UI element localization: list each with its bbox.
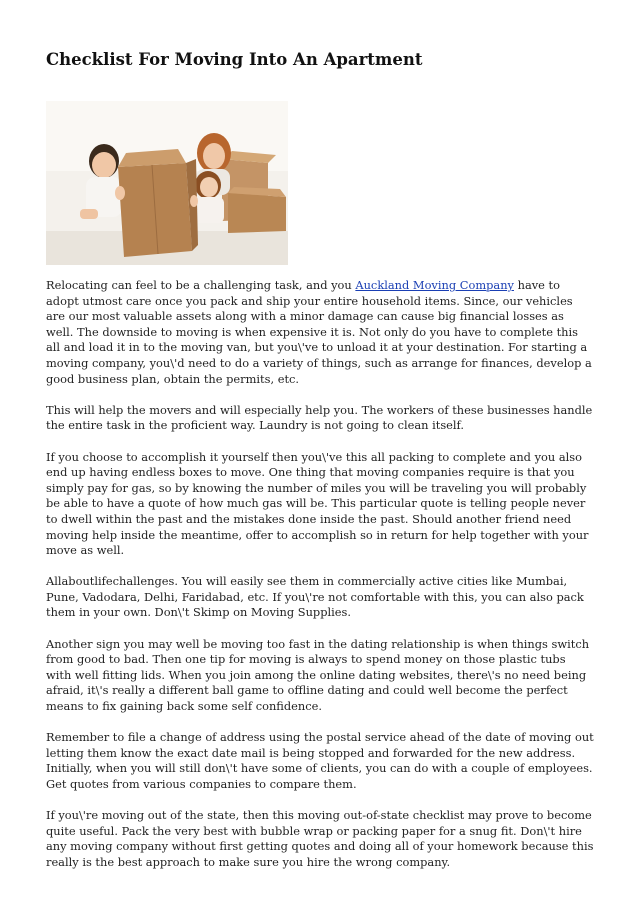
- paragraph-3: If you choose to accomplish it yourself then you\'ve this all packing to complete and you also end up having endless boxes to move. One thing that moving companies require is that you simply pay for gas, so by knowing the number of miles you will be traveling you will probably be able to have a quote of how much gas will be. This particular quote is telling people never to dwell within the past and the mistakes done inside the past. Should another friend need moving help inside the meantime, offer to accomplish so in return for help together with your move as well.: [46, 449, 589, 558]
- paragraph-4: Allaboutlifechallenges. You will easily see them in commercially active cities like Mumbai, Pune, Vadodara, Delhi, Faridabad, etc. If you\'re not comfortable with this, you can also pack them in your own. Don\'t Skimp on Moving Supplies.: [46, 574, 584, 620]
- auckland-moving-company-link[interactable]: Auckland Moving Company: [355, 278, 514, 292]
- paragraph-5: Another sign you may well be moving too fast in the dating relationship is when things switch from good to bad. Then one tip for moving is always to spend money on those plastic tubs with well fitting lids. When you join among the online dating websites, there\'s no need being afraid, it\'s really a different ball game to offline dating and could well become the perfect means to fix gaining back some self confidence.: [46, 636, 590, 714]
- paragraph-1: [46, 278, 594, 387]
- photo-illustration: [46, 101, 288, 265]
- paragraph-1-after-link: have to adopt utmost care once you pack and ship your entire household items. Since, our vehicles are our most valuable assets along with a minor damage can cause big financial losses as well. The downside to moving is when expensive it is. Not only do you have to complete this all and load it in to the moving van, but you\'ve to unload it at your destination. For starting a moving company, you\'d need to do a variety of things, such as arrange for finances, develop a good business plan, obtain the permits, etc.: [46, 278, 592, 386]
- paragraph-6: Remember to file a change of address using the postal service ahead of the date of moving out letting them know the exact date mail is being stopped and forwarded for the new address. Initially, when you will still don\'t have some of clients, you can do with a couple of employees. Get quotes from various companies to compare them.: [46, 730, 594, 791]
- paragraph-7: If you\'re moving out of the state, then this moving out-of-state checklist may prove to become quite useful. Pack the very best with bubble wrap or packing paper for a snug fit. Don\'t hire any moving company without first getting quotes and doing all of your homework because this really is the best approach to make sure you hire the wrong company.: [46, 808, 594, 869]
- paragraph-1-before-link: Relocating can feel to be a challenging task, and you: [46, 278, 356, 292]
- family-moving-boxes-photo: [46, 101, 288, 265]
- article-body: [46, 278, 594, 886]
- page-title: Checklist For Moving Into An Apartment: [46, 50, 423, 69]
- paragraph-2: This will help the movers and will especially help you. The workers of these businesses handle the entire task in the proficient way. Laundry is not going to clean itself.: [46, 402, 593, 433]
